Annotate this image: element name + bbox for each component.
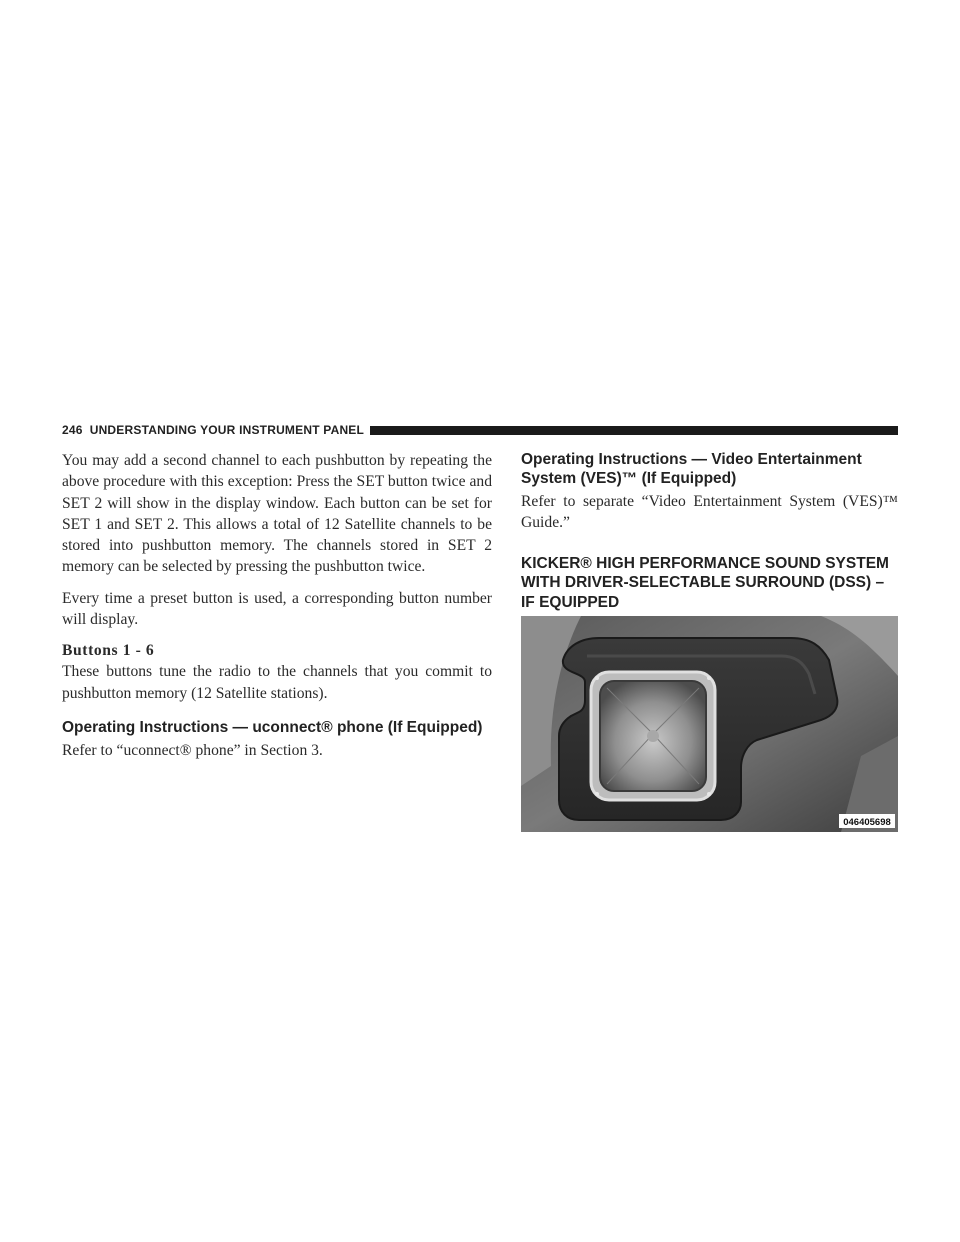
uconnect-heading: Operating Instructions — uconnect® phone (If Equipped): [62, 718, 483, 736]
running-header: [62, 423, 370, 437]
paragraph-ves: Refer to separate “Video Entertainment System (VES)™ Guide.”: [521, 493, 898, 532]
kicker-heading: KICKER® HIGH PERFORMANCE SOUND SYSTEM WITH DRIVER-SELECTABLE SURROUND (DSS) – IF EQUIPPED: [521, 554, 889, 611]
paragraph-second-channel: You may add a second channel to each pushbutton by repeating the above procedure with this exception: Press the SET button twice and SET 2 will show in the display window. Each button can be set for SET 1 and SET 2. This allows a total of 12 Satellite channels to be stored into pushbutton memory. The channels stored in SET 2 memory can be selected by pressing the pushbutton twice.: [62, 452, 492, 576]
figure-code: 046405698: [843, 817, 891, 829]
kicker-subwoofer-photo: [521, 616, 898, 832]
paragraph-buttons: These buttons tune the radio to the channels that you commit to pushbutton memory (12 Satellite stations).: [62, 663, 492, 702]
page-number: 246: [62, 423, 83, 437]
buttons-heading: Buttons 1 - 6: [62, 642, 155, 660]
header-title: UNDERSTANDING YOUR INSTRUMENT PANEL: [89, 423, 365, 437]
ves-heading: Operating Instructions — Video Entertainment System (VES)™ (If Equipped): [521, 451, 862, 487]
right-column: [521, 450, 898, 832]
paragraph-uconnect: Refer to “uconnect® phone” in Section 3.: [62, 741, 323, 759]
header-rule: [370, 426, 898, 435]
page-header: [62, 422, 898, 438]
paragraph-preset-display: Every time a preset button is used, a corresponding button number will display.: [62, 589, 492, 629]
left-column: [62, 450, 492, 771]
